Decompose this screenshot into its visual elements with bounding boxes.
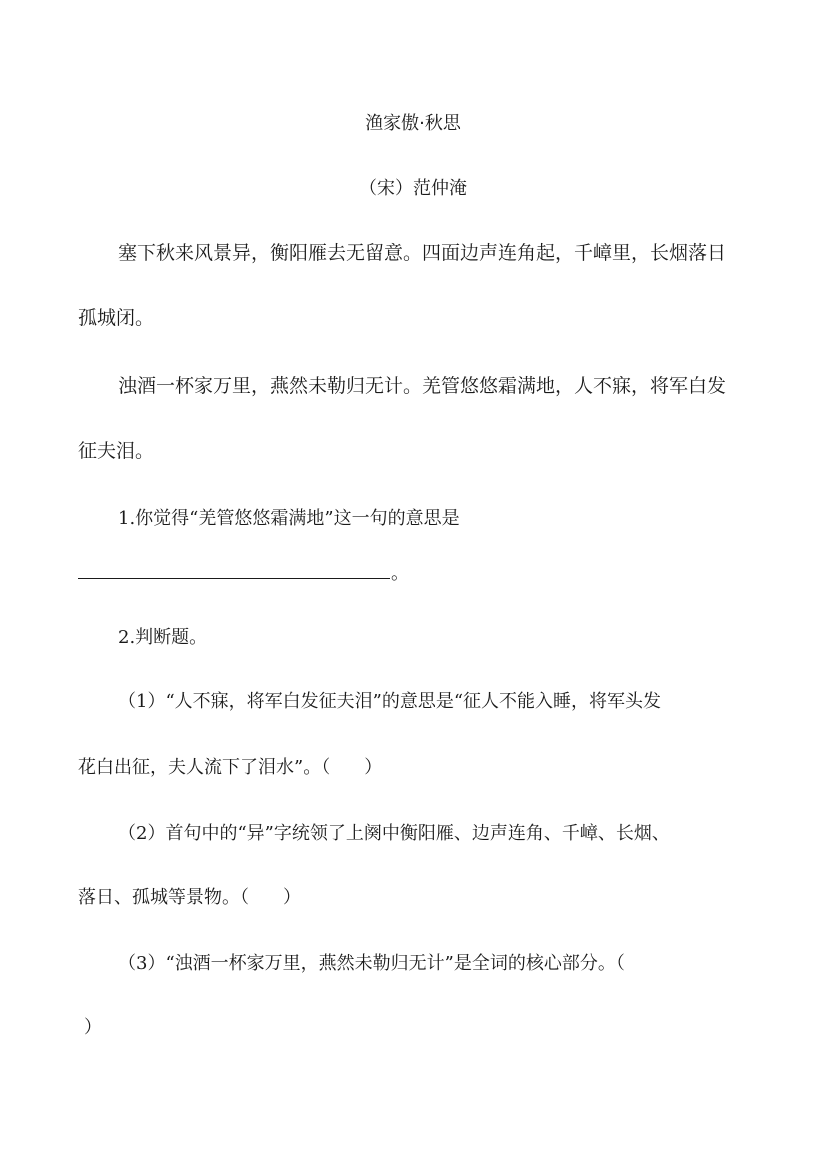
- question-2-3-line-1: （3）“浊酒一杯家万里，燕然未勒归无计”是全词的核心部分。（: [118, 953, 625, 974]
- poem-title: 渔家傲·秋思: [365, 113, 461, 134]
- question-2-1-line-1: （1）“人不寐，将军白发征夫泪”的意思是“征人不能入睡，将军头发: [118, 691, 662, 712]
- question-2-heading: 2.判断题。: [118, 627, 208, 648]
- poem-stanza-1-line-2: 孤城闭。: [78, 307, 155, 329]
- question-2-1-text: 花白出征，夫人流下了泪水”。（: [78, 757, 331, 778]
- question-2-2-text: 落日、孤城等景物。（: [78, 887, 249, 908]
- question-2-3-line-2: ）: [84, 1017, 102, 1038]
- poem-author: （宋）范仲淹: [359, 178, 467, 199]
- question-1-text: 1.你觉得“羌管悠悠霜满地”这一句的意思是: [118, 508, 460, 529]
- question-2-2-line-2: [78, 886, 301, 910]
- poem-stanza-2-line-2: 征夫泪。: [78, 440, 155, 462]
- poem-stanza-1-line-1: 塞下秋来风景异，衡阳雁去无留意。四面边声连角起，千嶂里，长烟落日: [118, 242, 727, 264]
- poem-stanza-2-line-1: 浊酒一杯家万里，燕然未勒归无计。羌管悠悠霜满地，人不寐，将军白发: [118, 375, 727, 397]
- question-1-end: 。: [391, 563, 409, 584]
- answer-blank[interactable]: [78, 562, 390, 579]
- question-2-2-close: ）: [283, 887, 301, 908]
- question-1-answer-line: [78, 562, 409, 586]
- question-2-2-line-1: （2）首句中的“异”字统领了上阕中衡阳雁、边声连角、千嶂、长烟、: [118, 823, 670, 844]
- question-2-1-line-2: [78, 756, 382, 780]
- question-2-1-close: ）: [364, 757, 383, 778]
